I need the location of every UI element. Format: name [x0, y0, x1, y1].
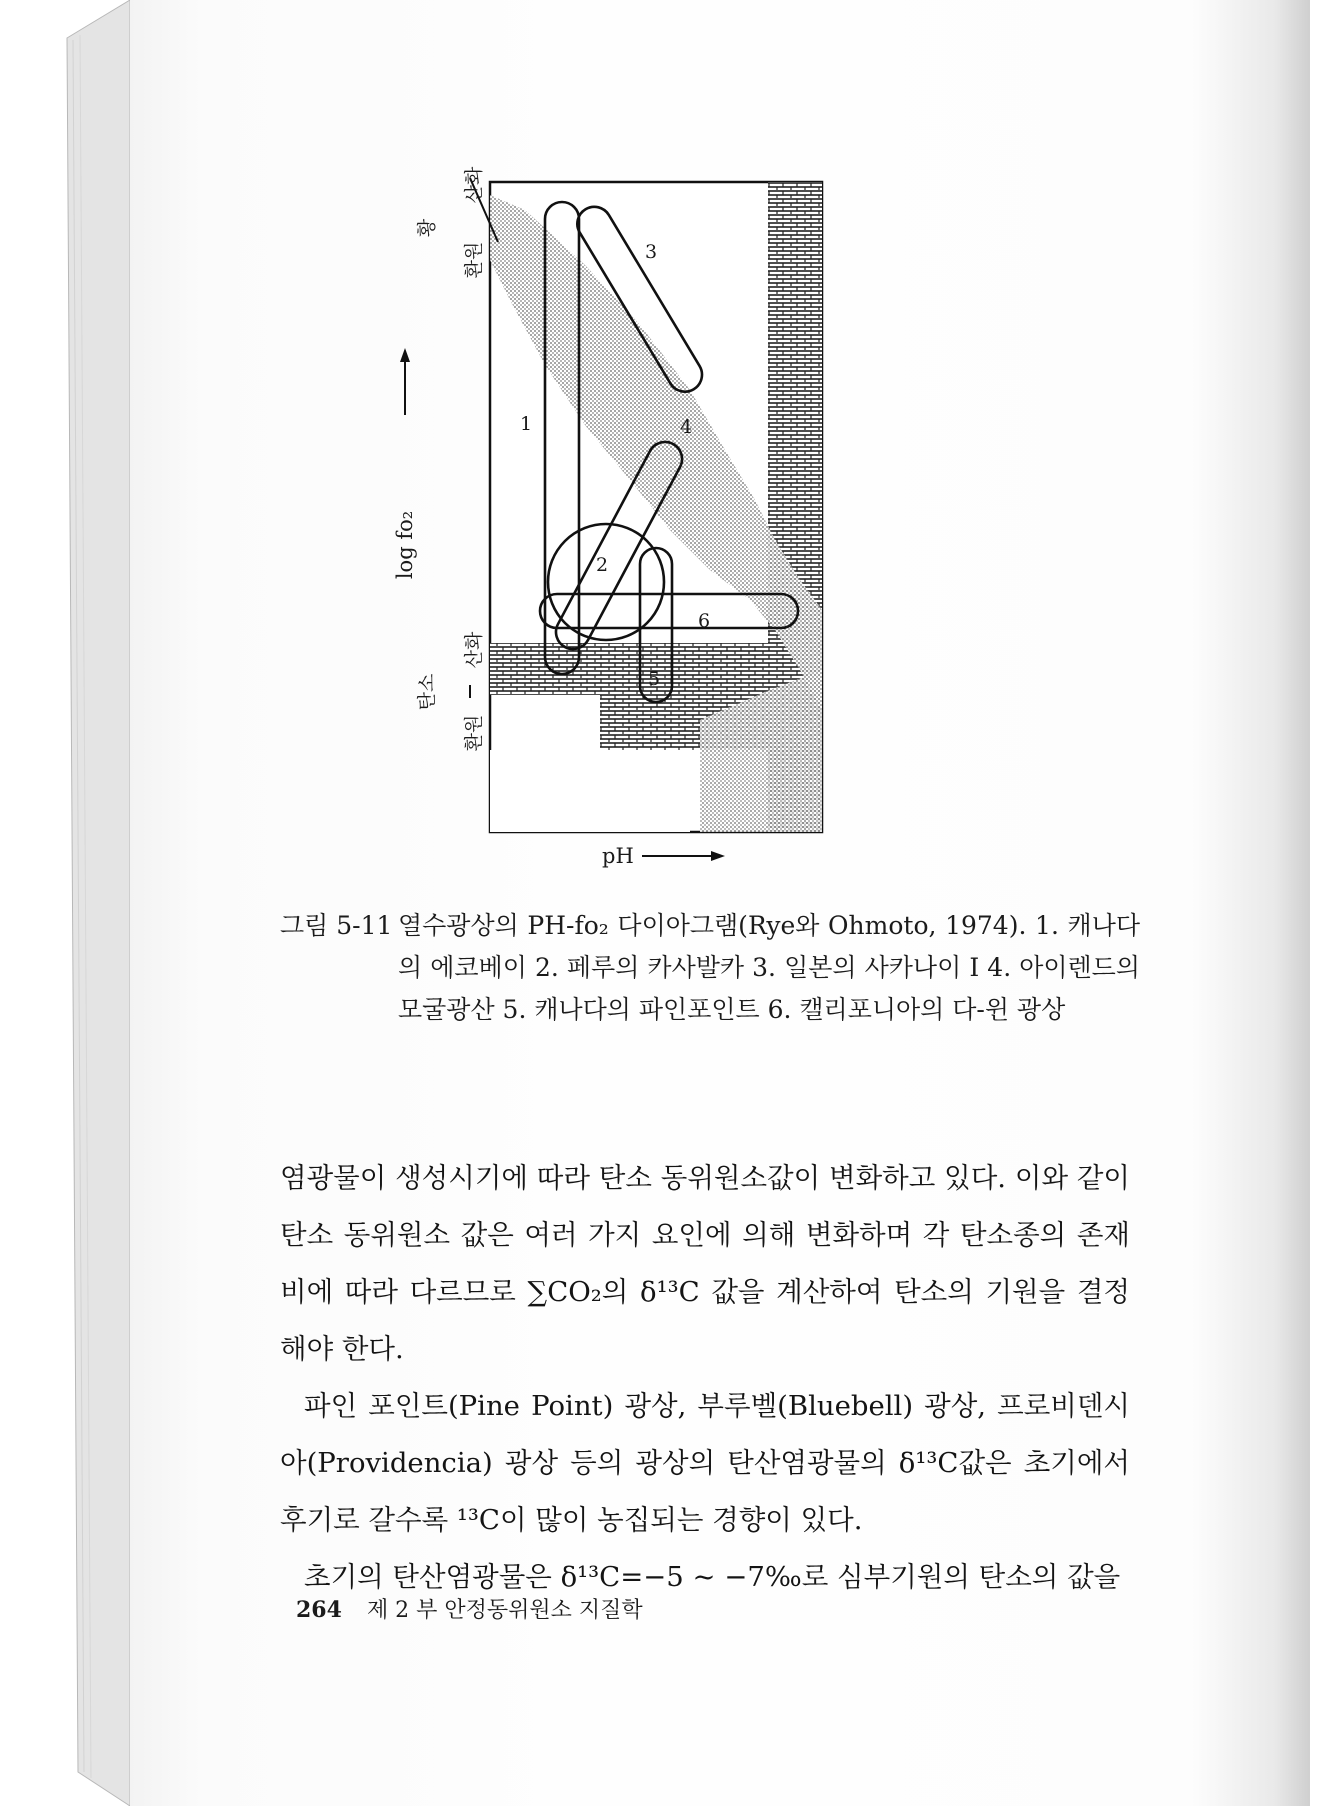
lower-blank-field [490, 750, 690, 832]
deposit-number-3: 3 [645, 241, 658, 263]
page-number: 264 [296, 1597, 342, 1623]
carbon-oxidation-label: 산화 [463, 631, 485, 669]
x-axis-arrowhead [711, 851, 725, 861]
sulfur-oxidation-label: 산화 [463, 166, 485, 204]
deposit-number-5: 5 [648, 668, 661, 690]
ph-fo2-diagram [370, 150, 850, 870]
sulfur-reduction-label: 환원 [463, 241, 485, 279]
deposit-number-4: 4 [680, 416, 693, 438]
deposit-number-1: 1 [520, 413, 533, 435]
sulfur-label: 황 [416, 218, 438, 238]
figure-caption [280, 905, 1140, 1031]
paragraph-3: 초기의 탄산염광물은 δ¹³C=−5 ~ −7‰로 심부기원의 탄소의 값을 [304, 1561, 1121, 1593]
y-axis-arrowhead [400, 348, 410, 362]
deposit-number-6: 6 [698, 610, 711, 632]
running-footer-title: 제 2 부 안정동위원소 지질학 [366, 1598, 643, 1623]
figure-caption-text: 열수광상의 PH-fo₂ 다이아그램(Rye와 Ohmoto, 1974). 1. 캐나다의 에코베이 2. 페루의 카사발카 3. 일본의 사카나이 I 4. 아이렌드의 모굴광산 5. 캐나다의 파인포인트 6. 캘리포니아의 다-윈 광상 [398, 911, 1140, 1024]
body-text [280, 1150, 1130, 1606]
carbon-reduction-label: 환원 [463, 714, 485, 752]
paragraph-1: 염광물이 생성시기에 따라 탄소 동위원소값이 변화하고 있다. 이와 같이 탄소 동위원소 값은 여러 가지 요인에 의해 변화하며 각 탄소종의 존재비에 따라 다르므로 ∑CO₂의 δ¹³C 값을 계산하여 탄소의 기원을 결정해야 한다. [280, 1162, 1130, 1365]
figure-caption-label: 그림 5-11 [280, 911, 393, 940]
x-axis-label: pH [602, 844, 634, 868]
page-footer [296, 1593, 643, 1624]
y-axis-label: log fo₂ [393, 510, 417, 580]
carbon-label: 탄소 [416, 673, 438, 711]
deposit-number-2: 2 [596, 554, 609, 576]
paragraph-2: 파인 포인트(Pine Point) 광상, 부루벨(Bluebell) 광상, 프로비덴시아(Providencia) 광상 등의 광상의 탄산염광물의 δ¹³C값은 초기에서 후기로 갈수록 ¹³C이 많이 농집되는 경향이 있다. [280, 1390, 1130, 1536]
